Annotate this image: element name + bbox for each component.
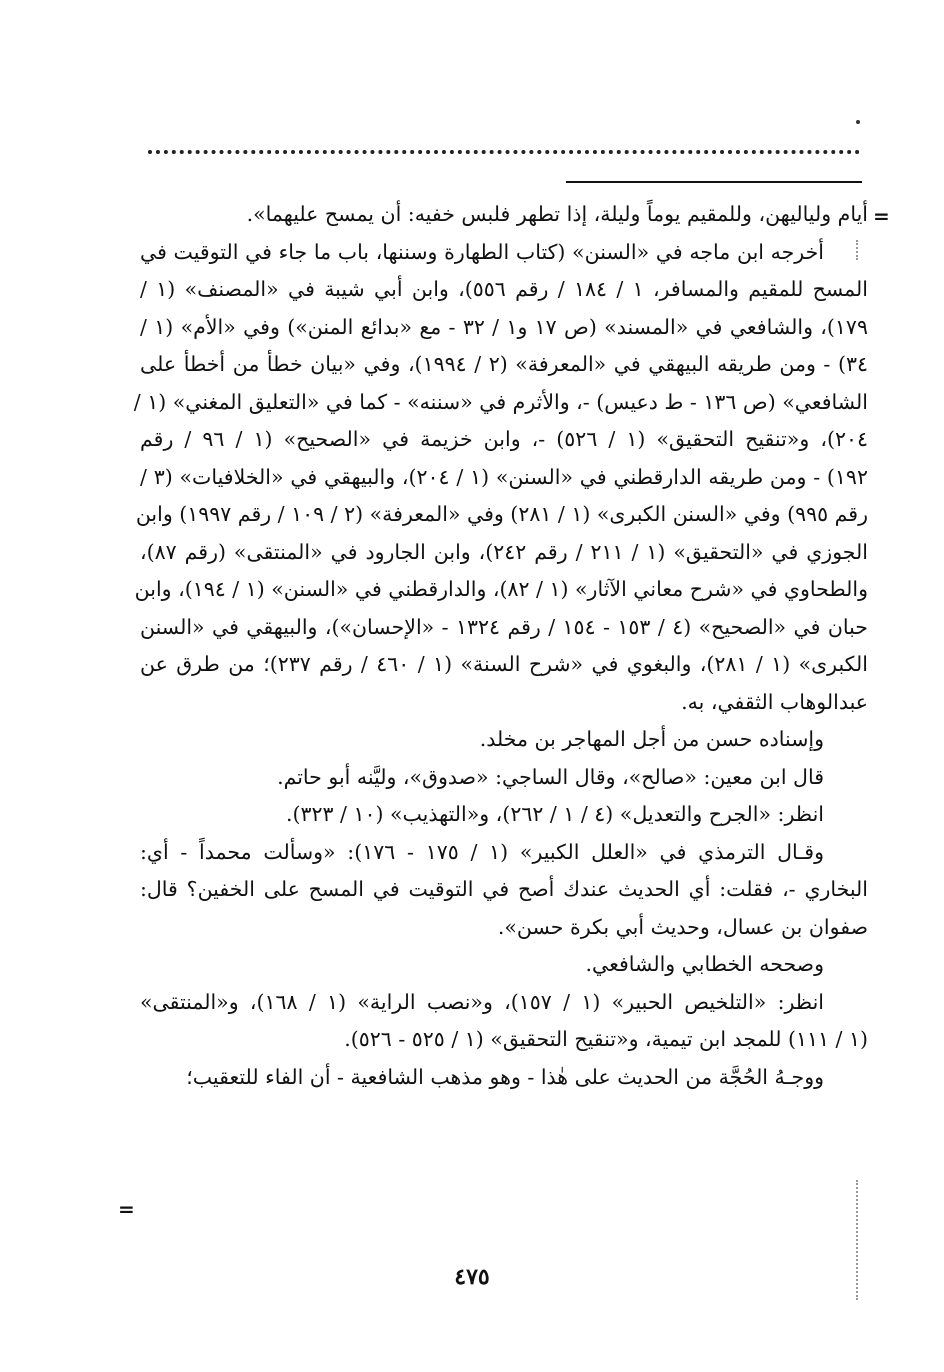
footnote-rule xyxy=(566,181,862,183)
text-line: وصححه الخطابي والشافعي. xyxy=(585,952,824,976)
text-line: عبدالوهاب الثقفي، به. xyxy=(681,689,868,714)
text-line: أيام ولياليهن، وللمقيم يوماً وليلة، إذا تطهر فلبس خفيه: أن يمسح عليهما». xyxy=(246,202,868,226)
dotted-separator xyxy=(148,150,860,154)
text-line: صفوان بن عسال، وحديث أبي بكرة حسن». xyxy=(497,914,868,939)
text-line: انظر: «الجرح والتعديل» (٤ / ١ / ٢٦٢)، و«التهذيب» (١٠ / ٣٢٣). xyxy=(285,802,824,826)
margin-dot xyxy=(856,120,860,124)
continuation-mark-bottom: = xyxy=(118,1197,135,1221)
text-line: ٣٤) - ومن طريقه البيهقي في «المعرفة» (٢ / ١٩٩٤)، وفي «بيان خطأ من أخطأ على xyxy=(140,352,868,376)
text-line: ٢٠٤)، و«تنقيح التحقيق» (١ / ٥٢٦) -، وابن خزيمة في «الصحيح» (١ / ٩٦ / رقم xyxy=(140,427,868,451)
text-line: (١ / ١١١) للمجد ابن تيمية، و«تنقيح التحقيق» (١ / ٥٢٥ - ٥٢٦). xyxy=(344,1027,868,1051)
page-number: ٤٧٥ xyxy=(454,1264,490,1290)
text-line: البخاري -، فقلت: أي الحديث عندك أصح في التوقيت في المسح على الخفين؟ قال: xyxy=(140,877,868,901)
text-line: قال ابن معين: «صالح»، وقال الساجي: «صدوق»، وليَّنه أبو حاتم. xyxy=(277,764,824,789)
text-line: حبان في «الصحيح» (٤ / ١٥٣ - ١٥٤ / رقم ١٣٢٤ - «الإحسان»)، والبيهقي في «السنن xyxy=(140,614,868,639)
text-line: الشافعي» (ص ١٣٦ - ط دعيس) -، والأثرم في «سننه» - كما في «التعليق المغني» (١ / xyxy=(133,389,868,414)
text-line: ١٧٩)، والشافعي في «المسند» (ص ١٧ و١ / ٣٢ - مع «بدائع المنن») وفي «الأم» (١ / xyxy=(140,314,868,339)
footnote-text xyxy=(133,196,868,1096)
text-line: الكبرى» (١ / ٢٨١)، والبغوي في «شرح السنة» (١ / ٤٦٠ / رقم ٢٣٧)؛ من طرق عن xyxy=(140,652,868,676)
text-line: ١٩٢) - ومن طريقه الدارقطني في «السنن» (١ / ٢٠٤)، والبيهقي في «الخلافيات» (٣ / xyxy=(140,464,868,489)
text-line: والطحاوي في «شرح معاني الآثار» (١ / ٨٢)، والدارقطني في «السنن» (١ / ١٩٤)، وابن xyxy=(134,577,868,601)
text-line: انظر: «التلخيص الحبير» (١ / ١٥٧)، و«نصب الراية» (١ / ١٦٨)، و«المنتقى» xyxy=(140,989,825,1014)
text-line: المسح للمقيم والمسافر، ١ / ١٨٤ / رقم ٥٥٦)، وابن أبي شيبة في «المصنف» (١ / xyxy=(140,277,868,301)
continuation-mark-top: = xyxy=(873,204,890,228)
text-line: وقـال الترمذي في «العلل الكبير» (١ / ١٧٥ - ١٧٦): «وسألت محمداً - أي: xyxy=(140,839,824,864)
text-line: أخرجه ابن ماجه في «السنن» (كتاب الطهارة وسننها، باب ما جاء في التوقيت في xyxy=(140,239,824,264)
text-line: الجوزي في «التحقيق» (١ / ٢١١ / رقم ٢٤٢)، وابن الجارود في «المنتقى» (رقم ٨٧)، xyxy=(140,539,868,564)
text-line: رقم ٩٩٥) وفي «السنن الكبرى» (١ / ٢٨١) وفي «المعرفة» (٢ / ١٠٩ / رقم ١٩٩٧) وابن xyxy=(135,502,868,526)
text-line: وإسناده حسن من أجل المهاجر بن مخلد. xyxy=(479,727,824,751)
text-line: ووجـهُ الحُجَّة من الحديث على هٰذا - وهو مذهب الشافعية - أن الفاء للتعقيب؛ xyxy=(186,1064,824,1089)
